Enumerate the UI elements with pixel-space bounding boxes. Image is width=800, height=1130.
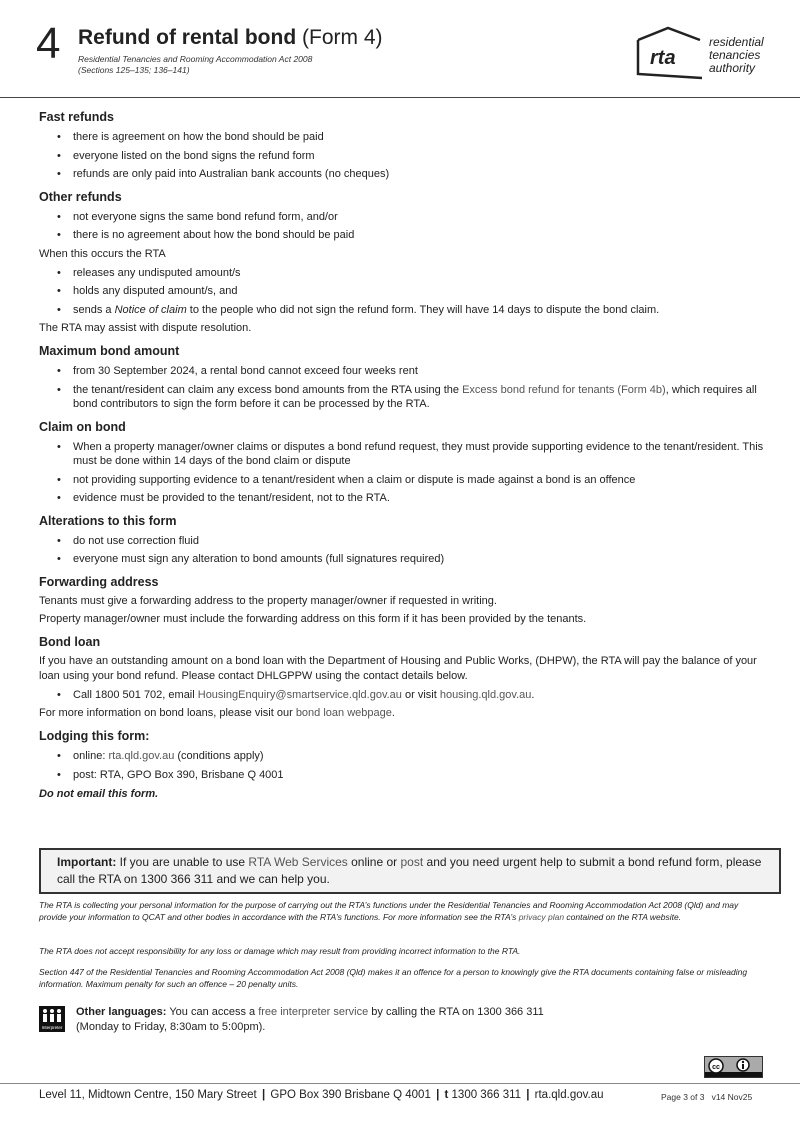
fast-refunds-heading: Fast refunds bbox=[39, 110, 115, 124]
creative-commons-badge bbox=[704, 1056, 763, 1078]
call-pre: Call 1800 501 702, email bbox=[73, 688, 198, 701]
list-item: • not providing supporting evidence to a tenant/resident when a claim or dispute is made against a bond is an offence bbox=[39, 473, 764, 488]
rta-actions-list bbox=[39, 266, 764, 318]
online-pre: online: bbox=[73, 750, 109, 762]
bond-loan-text: If you have an outstanding amount on a bond loan with the Department of Housing and Public Works, (DHPW), the RTA will pay the balance of your loan using your bond refund. Please contact DHLGPPW using the contact details below. bbox=[39, 654, 757, 682]
forwarding-text-1: Tenants must give a forwarding address to the property manager/owner if requested in writing. bbox=[39, 594, 497, 607]
list-item: • post: RTA, GPO Box 390, Brisbane Q 4001 bbox=[39, 768, 764, 783]
responsibility-statement: The RTA does not accept responsibility for any loss or damage which may result from providing incorrect information to the RTA. bbox=[39, 946, 521, 956]
list-item bbox=[39, 383, 764, 412]
list-item: • there is agreement on how the bond should be paid bbox=[39, 130, 764, 145]
alterations-heading: Alterations to this form bbox=[39, 513, 177, 528]
form-content bbox=[39, 108, 764, 805]
act-reference bbox=[78, 54, 312, 76]
call-post: . bbox=[531, 688, 535, 701]
bond-loan-webpage-link[interactable]: bond loan webpage bbox=[295, 707, 392, 719]
svg-text:cc: cc bbox=[712, 1064, 720, 1071]
lodging-list bbox=[39, 749, 764, 782]
important-t2: online or bbox=[347, 855, 401, 869]
list-item: • there is no agreement about how the bond should be paid bbox=[39, 228, 764, 243]
list-item: • from 30 September 2024, a rental bond cannot exceed four weeks rent bbox=[39, 364, 764, 379]
logo-mark: rta bbox=[650, 47, 676, 69]
form-4b-link[interactable]: Excess bond refund for tenants (Form 4b) bbox=[462, 383, 666, 396]
interpreter-icon-label: Interpreter bbox=[41, 1025, 63, 1030]
post-link[interactable]: post bbox=[400, 855, 424, 869]
when-occurs-text: When this occurs the RTA bbox=[39, 247, 166, 260]
footer-website[interactable]: rta.qld.gov.au bbox=[534, 1089, 604, 1101]
excess-post: , which requires all bond contributors to sign the form before it can be processed by the RTA. bbox=[73, 383, 757, 410]
important-t1: If you are unable to use bbox=[116, 855, 249, 869]
dispute-assist-text: The RTA may assist with dispute resolution. bbox=[39, 322, 252, 334]
rta-website-link[interactable]: rta.qld.gov.au bbox=[108, 750, 175, 762]
sends-pre: sends a bbox=[73, 303, 115, 316]
footer-contact bbox=[39, 1089, 604, 1101]
list-item: • everyone must sign any alteration to bond amounts (full signatures required) bbox=[39, 552, 764, 567]
form-title bbox=[78, 26, 383, 50]
logo-text bbox=[709, 36, 764, 75]
other-refunds-list bbox=[39, 210, 764, 243]
page-number: Page 3 of 3 bbox=[661, 1092, 705, 1102]
notice-of-claim: Notice of claim bbox=[114, 303, 187, 316]
form-title-main: Refund of rental bond bbox=[78, 26, 297, 49]
list-item: • do not use correction fluid bbox=[39, 534, 764, 549]
more-post: . bbox=[391, 707, 395, 719]
claim-list bbox=[39, 440, 764, 506]
other-refunds-heading: Other refunds bbox=[39, 189, 122, 204]
logo-line-2: tenancies bbox=[709, 48, 761, 62]
list-item: • refunds are only paid into Australian bank accounts (no cheques) bbox=[39, 167, 764, 182]
forwarding-heading: Forwarding address bbox=[39, 574, 159, 589]
interpreter-service-link[interactable]: free interpreter service bbox=[258, 1006, 369, 1018]
fast-refunds-list bbox=[39, 130, 764, 182]
more-pre: For more information on bond loans, please visit our bbox=[39, 707, 296, 719]
rta-web-services-link[interactable]: RTA Web Services bbox=[248, 855, 348, 869]
footer-phone: 1300 366 311 bbox=[451, 1089, 522, 1101]
act-line-2: (Sections 125–135; 136–141) bbox=[78, 65, 190, 75]
no-email-notice: Do not email this form. bbox=[39, 788, 159, 800]
housing-email-link[interactable]: HousingEnquiry@smartservice.qld.gov.au bbox=[197, 688, 402, 701]
sends-post: to the people who did not sign the refund form. They will have 14 days to dispute the bond claim. bbox=[186, 303, 660, 316]
list-item: • releases any undisputed amount/s bbox=[39, 266, 764, 281]
forwarding-text-2: Property manager/owner must include the forwarding address on this form if it has been provided by the tenants. bbox=[39, 612, 587, 625]
important-label: Important: bbox=[57, 855, 117, 869]
list-item: • evidence must be provided to the tenant/resident, not to the RTA. bbox=[39, 491, 764, 506]
form-title-sub: (Form 4) bbox=[302, 26, 383, 49]
important-box bbox=[39, 848, 781, 894]
list-item bbox=[39, 303, 764, 318]
languages-t2: by calling the RTA on 1300 366 311 bbox=[368, 1006, 544, 1018]
logo-line-1: residential bbox=[709, 35, 764, 49]
footer-po-box: GPO Box 390 Brisbane Q 4001 bbox=[270, 1089, 431, 1101]
list-item: • everyone listed on the bond signs the refund form bbox=[39, 149, 764, 164]
act-line-1: Residential Tenancies and Rooming Accommodation Act 2008 bbox=[78, 54, 313, 64]
call-mid: or visit bbox=[401, 688, 440, 701]
bond-loan-list bbox=[39, 688, 764, 703]
footer-separator: | bbox=[261, 1089, 266, 1101]
form-number: 4 bbox=[36, 19, 61, 68]
interpreter-icon bbox=[39, 1006, 65, 1032]
other-languages-label: Other languages: bbox=[76, 1006, 167, 1018]
max-bond-list bbox=[39, 364, 764, 412]
privacy-pre: The RTA is collecting your personal information for the purpose of carrying out the RTA’s functions under the Residential Tenancies and Rooming Accommodation Act 2008 (Qld) and may provide your information to QCAT and other bodies in accordance with the RTA’s functions. For more information see the RTA’s bbox=[39, 900, 739, 922]
housing-site-link[interactable]: housing.qld.gov.au bbox=[439, 688, 532, 701]
footer-separator: | bbox=[526, 1089, 530, 1101]
important-t3: and you need urgent help to submit a bond refund form, please call the RTA on 1300 366 311 and we can help you. bbox=[57, 855, 762, 886]
list-item: • When a property manager/owner claims or disputes a bond refund request, they must provide supporting evidence to the tenant/resident. This must be done within 14 days of the bond claim or dispute bbox=[39, 440, 764, 469]
page-info bbox=[661, 1092, 752, 1102]
other-languages bbox=[76, 1005, 676, 1035]
list-item bbox=[39, 749, 764, 764]
list-item bbox=[39, 688, 764, 703]
footer-separator: | bbox=[436, 1089, 440, 1101]
footer-address: Level 11, Midtown Centre, 150 Mary Street bbox=[39, 1089, 257, 1101]
online-post: (conditions apply) bbox=[174, 750, 264, 762]
languages-hours: (Monday to Friday, 8:30am to 5:00pm). bbox=[76, 1021, 266, 1033]
footer-divider bbox=[0, 1083, 800, 1084]
list-item: • holds any disputed amount/s, and bbox=[39, 284, 764, 299]
bond-loan-heading: Bond loan bbox=[39, 634, 101, 649]
privacy-post: contained on the RTA website. bbox=[564, 911, 682, 922]
privacy-statement bbox=[39, 900, 764, 923]
form-version: v14 Nov25 bbox=[711, 1092, 753, 1102]
alterations-list bbox=[39, 534, 764, 567]
bond-loan-more bbox=[39, 706, 764, 721]
offence-statement: Section 447 of the Residential Tenancies and Rooming Accommodation Act 2008 (Qld) makes it an offence for a person to knowingly give the RTA documents containing false or misleading information. Maximum penalty for such an offence – 20 penalty units. bbox=[39, 967, 748, 989]
footer-phone-label: t bbox=[444, 1089, 449, 1101]
excess-pre: the tenant/resident can claim any excess bond amounts from the RTA using the bbox=[73, 383, 463, 396]
lodging-heading: Lodging this form: bbox=[39, 729, 150, 743]
list-item: • not everyone signs the same bond refund form, and/or bbox=[39, 210, 764, 225]
max-bond-heading: Maximum bond amount bbox=[39, 344, 180, 358]
logo-line-3: authority bbox=[709, 61, 756, 75]
languages-t1: You can access a bbox=[166, 1006, 259, 1018]
form-header bbox=[0, 0, 800, 98]
claim-heading: Claim on bond bbox=[39, 419, 126, 434]
privacy-plan-link[interactable]: privacy plan bbox=[518, 911, 565, 922]
